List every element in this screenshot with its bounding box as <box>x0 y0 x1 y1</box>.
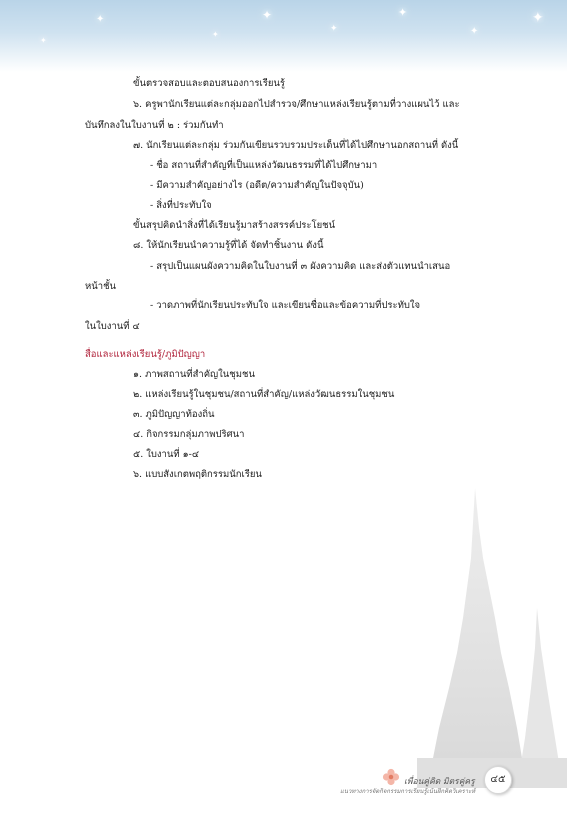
footer-signature: เพื่อนคู่คิด มิตรคู่ครู <box>404 777 475 787</box>
media-item: ๔. กิจกรรมกลุ่มภาพปริศนา <box>133 429 245 440</box>
media-item: ๕. ใบงานที่ ๑-๔ <box>133 449 200 460</box>
sparkle-icon: ✦ <box>212 30 219 39</box>
item-6-line-1: ๖. ครูพานักเรียนแต่ละกลุ่มออกไปสำรวจ/ศึกษาแหล่งเรียนรู้ตามที่วางแผนไว้ และ <box>133 99 460 110</box>
media-item: ๖. แบบสังเกตพฤติกรรมนักเรียน <box>133 469 262 480</box>
section-title: ขั้นตรวจสอบและตอบสนองการเรียนรู้ <box>133 78 285 89</box>
sparkle-icon: ✦ <box>532 10 544 26</box>
item-7-sub-3: - สิ่งที่ประทับใจ <box>150 200 212 211</box>
item-8-sub-1-line-2: หน้าชั้น <box>85 281 117 292</box>
item-7: ๗. นักเรียนแต่ละกลุ่ม ร่วมกันเขียนรวบรวมประเด็นที่ได้ไปศึกษานอกสถานที่ ดังนี้ <box>133 140 459 151</box>
item-7-sub-1: - ชื่อ สถานที่สำคัญที่เป็นแหล่งวัฒนธรรมที่ได้ไปศึกษามา <box>150 160 378 171</box>
media-item: ๓. ภูมิปัญญาท้องถิ่น <box>133 409 215 420</box>
item-8-sub-1-line-1: - สรุปเป็นแผนผังความคิดในใบงานที่ ๓ ผังความคิด และส่งตัวแทนนำเสนอ <box>150 261 451 272</box>
sparkle-icon: ✦ <box>262 8 273 22</box>
sparkle-icon: ✦ <box>96 14 105 25</box>
media-heading: สื่อและแหล่งเรียนรู้/ภูมิปัญญา <box>85 349 206 360</box>
item-8: ๘. ให้นักเรียนนำความรู้ที่ได้ จัดทำชิ้นงาน ดังนี้ <box>133 240 324 251</box>
media-item: ๑. ภาพสถานที่สำคัญในชุมชน <box>133 369 255 380</box>
sparkle-icon: ✦ <box>398 6 408 19</box>
page-number: ๔๕ <box>484 766 512 794</box>
item-8-sub-2-line-1: - วาดภาพที่นักเรียนประทับใจ และเขียนชื่อและข้อความที่ประทับใจ <box>150 300 421 311</box>
flower-icon <box>382 768 400 786</box>
sparkle-icon: ✦ <box>470 26 479 37</box>
item-8-sub-2-line-2: ในใบงานที่ ๔ <box>85 321 140 332</box>
sparkle-icon: ✦ <box>40 36 47 45</box>
item-6-line-2: บันทึกลงในใบงานที่ ๒ : ร่วมกันทำ <box>85 120 224 131</box>
item-7-sub-2: - มีความสำคัญอย่างไร (อดีต/ความสำคัญในปัจจุบัน) <box>150 180 364 191</box>
footer-subtitle: แนวทางการจัดกิจกรรมการเรียนรู้เน้นฝึกคิดวิเคราะห์ <box>340 788 476 795</box>
media-item: ๒. แหล่งเรียนรู้ในชุมชน/สถานที่สำคัญ/แหล่งวัฒนธรรมในชุมชน <box>133 389 395 400</box>
section-2-title: ขั้นสรุปคิดนำสิ่งที่ได้เรียนรู้มาสร้างสรรค์ประโยชน์ <box>133 220 336 231</box>
sparkle-icon: ✦ <box>330 24 338 34</box>
